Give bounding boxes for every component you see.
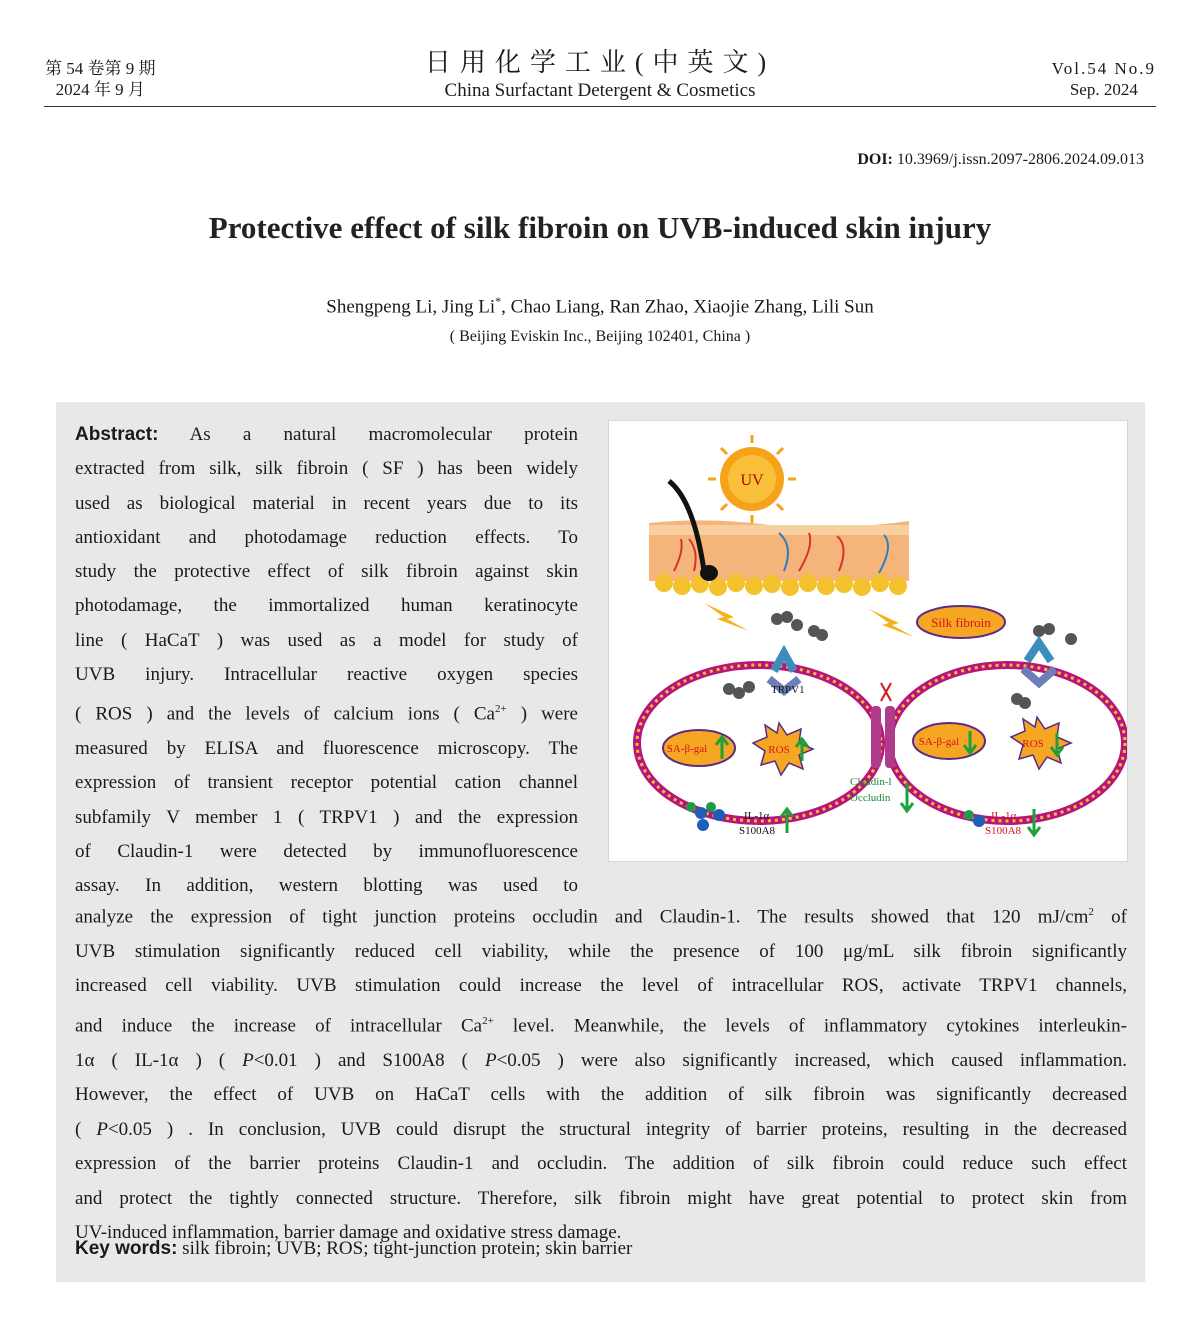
- abstract-line: study the protective effect of silk fibroin against skin: [75, 561, 578, 583]
- silk-fibroin-label: Silk fibroin: [931, 615, 991, 630]
- abstract-top: [75, 418, 578, 903]
- abstract-line: photodamage, the immortalized human keratinocyte: [75, 595, 578, 617]
- p-value-symbol: P: [242, 1049, 254, 1071]
- s100a8-label: S100A8: [739, 825, 776, 837]
- uv-label: UV: [740, 472, 764, 489]
- abstract-text: <0.05 ) . In conclusion, UVB could disrupt the structural integrity of barrier proteins, resulting in the decreased: [107, 1118, 1127, 1140]
- abstract-line: used as biological material in recent years due to its: [75, 492, 578, 514]
- affiliation: ( Beijing Eviskin Inc., Beijing 102401, China ): [449, 328, 751, 345]
- abstract-line: and protect the tightly connected structure. Therefore, silk fibroin might have great potential to protect skin from: [75, 1187, 1127, 1209]
- superscript: 2+: [482, 1014, 494, 1027]
- authors: [0, 294, 1200, 318]
- abstract-line: measured by ELISA and fluorescence microscopy. The: [75, 738, 578, 759]
- abstract-text: of: [1093, 906, 1127, 928]
- abstract-line: extracted from silk, silk fibroin ( SF ) has been widely: [75, 458, 578, 480]
- abstract-line: [75, 418, 578, 452]
- abstract-text: 1α ( IL-1α ) (: [75, 1049, 243, 1071]
- keywords: [75, 1238, 632, 1260]
- keywords-label: Key words:: [75, 1238, 178, 1259]
- keywords-text: silk fibroin; UVB; ROS; tight-junction protein; skin barrier: [177, 1238, 633, 1259]
- corresponding-mark: *: [495, 294, 502, 308]
- abstract-text: <0.05 ) were also significantly increased, which caused inflammation.: [496, 1049, 1128, 1071]
- skin-layer: [649, 481, 909, 596]
- abstract-line: However, the effect of UVB on HaCaT cells with the addition of silk fibroin was significantly decreased: [75, 1084, 1127, 1106]
- sa-gal-label: SA-β-gal: [918, 736, 960, 748]
- il1a-label: IL-1α: [991, 810, 1017, 822]
- header-rule: [44, 106, 1156, 107]
- journal-issue-en: [1052, 58, 1156, 100]
- s100a8-label: S100A8: [985, 825, 1022, 837]
- sa-gal-right: [913, 723, 985, 759]
- paper-title: Protective effect of silk fibroin on UVB-induced skin injury: [208, 210, 992, 245]
- abstract-line: line ( HaCaT ) was used as a model for study of: [75, 629, 578, 651]
- sa-gal-label: SA-β-gal: [666, 743, 708, 755]
- trpv1-channel-icon: [769, 653, 805, 696]
- abstract-line: of Claudin-1 were detected by immunofluorescence: [75, 840, 578, 862]
- p-value-symbol: P: [484, 1049, 497, 1071]
- abstract-line: increased cell viability. UVB stimulation could increase the level of intracellular ROS, activate TRPV1 channels,: [75, 975, 1127, 997]
- abstract-text: level. Meanwhile, the levels of inflammatory cytokines interleukin-: [493, 1015, 1127, 1037]
- superscript: 2: [1088, 906, 1094, 918]
- il1a-label: IL-1α: [744, 810, 770, 822]
- abstract-line: assay. In addition, western blotting was used to: [75, 875, 578, 897]
- authors-rest: , Chao Liang, Ran Zhao, Xiaojie Zhang, Lili Sun: [501, 296, 874, 318]
- doi: [857, 151, 1144, 169]
- ros-label: ROS: [1022, 738, 1044, 750]
- authors-first: Shengpeng Li, Jing Li: [326, 296, 496, 318]
- volume-issue-en: Vol.54 No.9: [1051, 59, 1156, 78]
- abstract-line: antioxidant and photodamage reduction effects. To: [75, 526, 578, 548]
- sun-icon: [708, 435, 796, 523]
- abstract-line: UVB injury. Intracellular reactive oxygen species: [75, 664, 578, 686]
- occludin-label: Occludin: [850, 792, 891, 804]
- sa-gal-left: [663, 730, 735, 766]
- ros-label: ROS: [768, 744, 790, 756]
- journal-name-cn: 日用化学工业(中英文): [424, 48, 776, 77]
- abstract-text: ) were: [506, 703, 578, 725]
- abstract-text: analyze the expression of tight junction proteins occludin and Claudin-1. The results showed that 120 mJ/cm: [75, 906, 1089, 928]
- abstract-line: [75, 692, 578, 732]
- abstract-line: [75, 895, 1127, 935]
- abstract-text: <0.01 ) and S100A8 (: [253, 1049, 485, 1071]
- mechanism-diagram: [609, 421, 1127, 861]
- ros-right: [1011, 717, 1071, 769]
- abstract-line: UVB stimulation significantly reduced cell viability, while the presence of 100 μg/mL silk fibroin significantly: [75, 940, 1127, 962]
- trpv1-label: TRPV1: [771, 684, 805, 696]
- abstract-line: UV-induced inflammation, barrier damage and oxidative stress damage.: [75, 1222, 622, 1244]
- graphical-abstract: [608, 420, 1128, 862]
- p-value-symbol: P: [96, 1118, 108, 1140]
- abstract-line: [75, 1044, 1127, 1079]
- abstract-line: [75, 1113, 1127, 1148]
- journal-masthead: [300, 48, 900, 102]
- abstract-text: As a natural macromolecular protein: [158, 424, 578, 445]
- claudin-label: Claudin-l: [850, 776, 892, 788]
- abstract-label: Abstract:: [75, 424, 159, 445]
- abstract-line: expression of the barrier proteins Claudin-1 and occludin. The addition of silk fibroin could reduce such effect: [75, 1153, 1127, 1175]
- silk-fibroin-badge: [917, 606, 1005, 638]
- doi-label: DOI:: [857, 151, 893, 168]
- journal-name-en: China Surfactant Detergent & Cosmetics: [444, 80, 756, 101]
- superscript: 2+: [494, 703, 507, 716]
- abstract-text: (: [75, 1118, 97, 1140]
- date-en: Sep. 2024: [1069, 80, 1138, 99]
- abstract-text: and induce the increase of intracellular Ca: [75, 1015, 483, 1037]
- abstract-line: subfamily V member 1 ( TRPV1 ) and the expression: [75, 806, 578, 828]
- date-cn: 2024 年 9 月: [55, 80, 145, 99]
- abstract-text: ( ROS ) and the levels of calcium ions ( Ca: [75, 703, 495, 725]
- abstract-bottom: [75, 895, 1127, 1251]
- journal-issue-cn: [45, 58, 156, 100]
- ros-left: [753, 723, 813, 775]
- doi-value: 10.3969/j.issn.2097-2806.2024.09.013: [896, 151, 1144, 168]
- volume-issue-cn: 第 54 卷第 9 期: [45, 59, 156, 78]
- abstract-line: [75, 1004, 1127, 1044]
- abstract-line: expression of transient receptor potential cation channel: [75, 772, 578, 794]
